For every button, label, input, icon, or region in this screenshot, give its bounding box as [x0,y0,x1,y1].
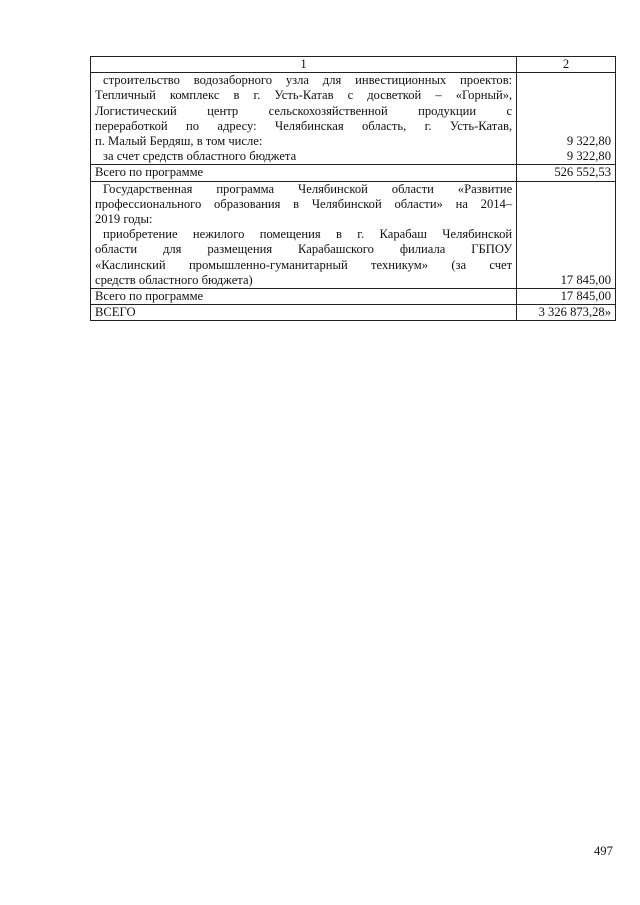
total-label: Всего по программе [91,289,517,305]
amount-value: 9 322,80 [566,133,611,148]
header-col-2: 2 [517,57,616,73]
text-line: приобретение нежилого помещения в г. Карабаш Челябинской [103,227,513,242]
text-line: Логистический центр сельскохозяйственной продукции с [95,103,513,118]
table-row [91,73,616,165]
text-line: Государственная программа Челябинской области «Развитие [103,181,513,196]
text-line: за счет средств областного бюджета [103,149,297,164]
total-value: 17 845,00 [517,289,616,305]
row-values [517,73,616,165]
table-header-row [91,57,616,73]
text-line: Тепличный комплекс в г. Усть-Катав с досветкой – «Горный», [95,88,513,103]
total-label: Всего по программе [91,165,517,181]
table-row [91,289,616,305]
table-row [91,181,616,288]
row-description [91,181,517,288]
page-number: 497 [594,844,613,858]
text-line: области для размещения Карабашского филиала ГБПОУ [95,242,513,257]
grand-total-value: 3 326 873,28» [517,305,616,321]
grand-total-label: ВСЕГО [91,305,517,321]
text-line: 2019 годы: [95,212,153,227]
header-col-1: 1 [91,57,517,73]
amount-value: 17 845,00 [517,181,616,288]
amount-value: 9 322,80 [566,149,611,164]
table-row [91,305,616,321]
text-line: средств областного бюджета) [95,272,253,287]
text-line: п. Малый Бердяш, в том числе: [95,134,263,149]
text-line: профессионального образования в Челябинской области» на 2014– [95,196,513,211]
text-line: строительство водозаборного узла для инвестиционных проектов: [103,73,513,88]
text-line: переработкой по адресу: Челябинская область, г. Усть-Катав, [95,118,513,133]
budget-table [90,56,616,321]
text-line: «Каслинский промышленно-гуманитарный техникум» (за счет [95,257,513,272]
row-description [91,73,517,165]
total-value: 526 552,53 [517,165,616,181]
table-row [91,165,616,181]
